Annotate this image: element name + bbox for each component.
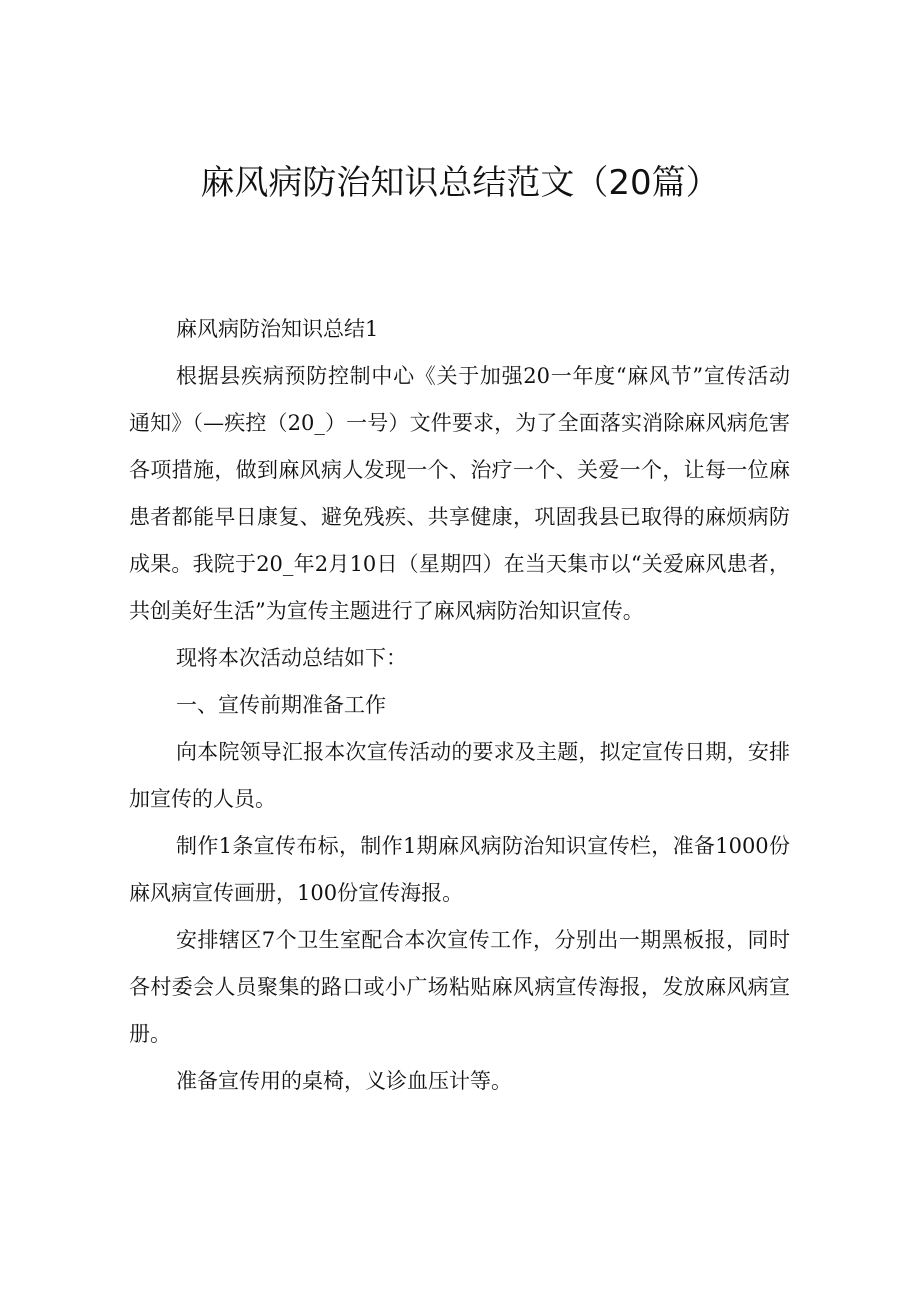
paragraph: [129, 635, 790, 682]
paragraph: [129, 729, 790, 823]
text-line: 册。: [129, 1022, 171, 1046]
text-line: 麻风病防治知识总结1: [176, 317, 379, 341]
document-title: 麻风病防治知识总结范文（20篇）: [200, 163, 720, 203]
text-line: 各项措施，做到麻风病人发现一个、治疗一个、关爱一个，让每一位麻: [129, 458, 790, 482]
paragraph: [129, 353, 790, 635]
text-line: 准备宣传用的桌椅，义诊血压计等。: [176, 1069, 512, 1093]
text-line: 成果。我院于20_年2月10日（星期四）在当天集市以“关爱麻风患者，: [129, 552, 790, 576]
text-line: 制作1条宣传布标，制作1期麻风病防治知识宣传栏，准备1000份: [176, 834, 790, 858]
text-line: 通知》（—疾控（20_）一号）文件要求，为了全面落实消除麻风病危害: [129, 411, 790, 435]
text-line: 安排辖区7个卫生室配合本次宣传工作，分别出一期黑板报，同时: [176, 928, 790, 952]
text-line: 各村委会人员聚集的路口或小广场粘贴麻风病宣传海报，发放麻风病宣: [129, 975, 790, 999]
text-line: 向本院领导汇报本次宣传活动的要求及主题，拟定宣传日期，安排: [176, 740, 790, 764]
text-line: 加宣传的人员。: [129, 787, 276, 811]
paragraph: [129, 823, 790, 917]
text-line: 根据县疾病预防控制中心《关于加强20一年度“麻风节”宣传活动: [176, 364, 790, 388]
paragraph: [129, 682, 790, 729]
document-body: [129, 306, 790, 1105]
text-line: 一、宣传前期准备工作: [176, 693, 386, 717]
text-line: 共创美好生活”为宣传主题进行了麻风病防治知识宣传。: [129, 599, 644, 623]
text-line: 患者都能早日康复、避免残疾、共享健康，巩固我县已取得的麻烦病防: [129, 505, 790, 529]
paragraph: [129, 917, 790, 1058]
paragraph: [129, 306, 790, 353]
text-line: 麻风病宣传画册，100份宣传海报。: [129, 881, 464, 905]
text-line: 现将本次活动总结如下：: [176, 646, 407, 670]
paragraph: [129, 1058, 790, 1105]
